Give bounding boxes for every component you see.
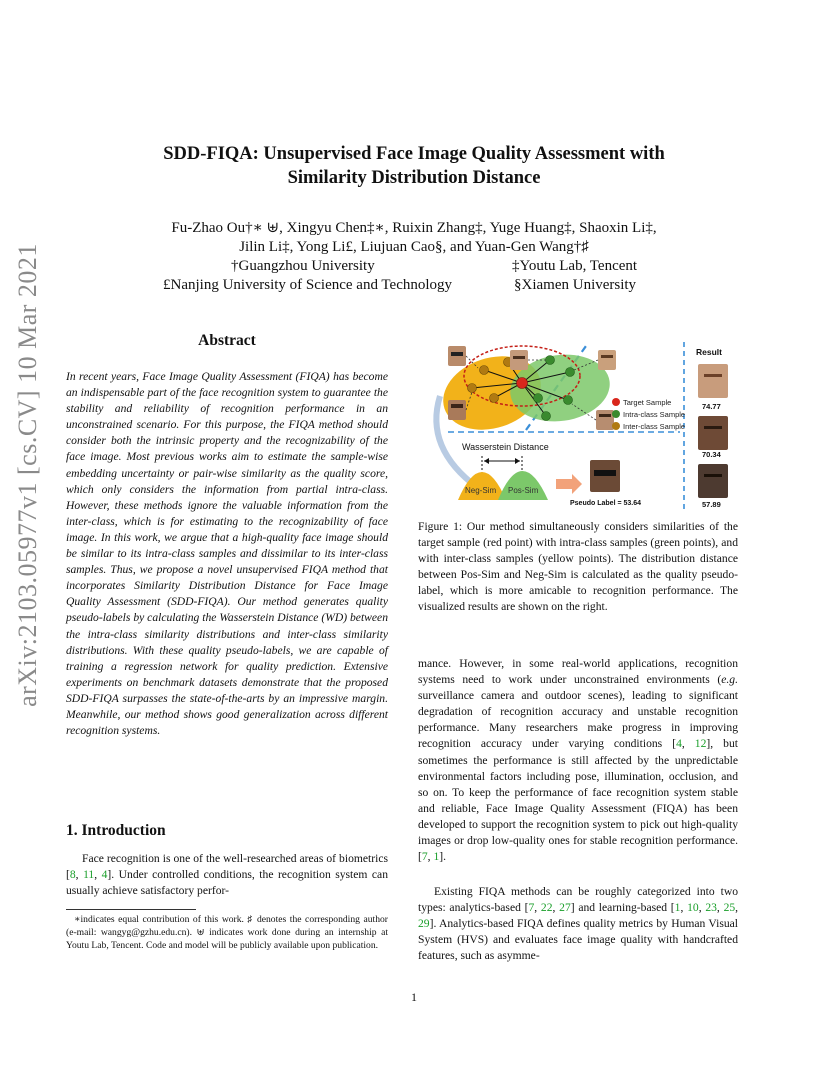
affiliation-youtu: ‡Youtu Lab, Tencent: [512, 258, 638, 274]
legend-target: Target Sample: [623, 398, 672, 407]
affiliation-guangzhou: †Guangzhou University: [231, 258, 375, 274]
result-face-1: [698, 364, 728, 398]
citation-link[interactable]: 11: [83, 868, 95, 882]
result-score-2: 70.34: [702, 450, 721, 459]
legend-target-dot: [612, 398, 620, 406]
title-line-2: Similarity Distribution Distance: [287, 168, 541, 188]
right-column-paragraph-1: mance. However, in some real-world applications, recognition systems need to work under unconstrained environments (e.g. surveillance camera and outdoor scenes), leading to significant degradation of recognition accuracy and unstable recognition performance. Many researchers make progress in improving recognition accuracy under varying conditions [4, 12], but sometimes the performance is still affected by the unpredictable environmental factors including pose, illumination, occlusion, and so on. To keep the performance of face recognition system stable and reliable, Face Image Quality Assessment (FIQA) has been developed to support the recognition system to pick out high-quality images or drop low-quality ones for stable recognition performance. [7, 1].: [418, 657, 738, 864]
footnote: ∗indicates equal contribution of this work. ♯ denotes the corresponding author (e-mail: wangyg@gzhu.edu.cn). ⊎ indicates work done during an internship at Youtu Lab, Tencent. Code and model will be publicly available upon publication.: [66, 914, 388, 951]
citation-link[interactable]: 10: [687, 901, 699, 915]
target-point: [517, 378, 528, 389]
neg-sim-label: Neg-Sim: [465, 486, 497, 495]
citation-link[interactable]: 29: [418, 917, 430, 931]
paper-title: [80, 142, 748, 190]
figure-1-caption: Figure 1: Our method simultaneously considers similarities of the target sample (red point) with intra-class samples (green points), and with inter-class samples (yellow points). The distribution distance between Pos-Sim and Neg-Sim is calculated as the quality pseudo-label, which is more amicable to recognition performance. The visualized results are shown on the right.: [418, 520, 738, 614]
citation-link[interactable]: 12: [694, 737, 707, 751]
affiliation-xiamen: §Xiamen University: [514, 277, 637, 293]
pseudo-label: Pseudo Label = 53.64: [570, 500, 642, 507]
right-column-paragraph-2: Existing FIQA methods can be roughly categorized into two types: analytics-based [7, 22, 27] and learning-based [1, 10, 23, 25, 29]. Analytics-based FIQA defines quality metrics by Human Visual System (HVS) and evaluates face image quality with handcrafted features, such as asymme-: [418, 885, 739, 963]
wd-label: Wasserstein Distance: [462, 442, 549, 452]
introduction-heading: 1. Introduction: [66, 822, 166, 839]
citation-link[interactable]: 25: [723, 901, 736, 915]
introduction-paragraph: Face recognition is one of the well-researched areas of biometrics [8, 11, 4]. Under controlled conditions, the recognition system can usually achieve satisfactory perfor-: [66, 852, 389, 898]
citation-link[interactable]: 8: [69, 868, 76, 882]
legend-inter: Inter-class Sample: [623, 422, 686, 431]
citation-link[interactable]: 22: [540, 901, 553, 915]
title-line-1: SDD-FIQA: Unsupervised Face Image Quality Assessment with: [163, 144, 665, 164]
page-number: 1: [411, 990, 417, 1004]
legend-intra-dot: [612, 410, 620, 418]
citation-link[interactable]: 23: [705, 901, 717, 915]
figure-1: [418, 338, 748, 512]
result-face-3: [698, 464, 728, 498]
pos-sim-label: Pos-Sim: [508, 486, 539, 495]
arxiv-identifier: [8, 245, 48, 705]
arxiv-id-text: arXiv:2103.05977v1 [cs.CV] 10 Mar 2021: [13, 243, 42, 707]
authors-line-1: Fu-Zhao Ou†∗ ⊎, Xingyu Chen‡∗, Ruixin Zhang‡, Yuge Huang‡, Shaoxin Li‡,: [171, 220, 657, 236]
authors-line-2: Jilin Li‡, Yong Li£, Liujuan Cao§, and Yuan-Gen Wang†♯: [239, 239, 589, 255]
citation-link[interactable]: 4: [101, 868, 108, 882]
abstract-body: In recent years, Face Image Quality Assessment (FIQA) has become an indispensable part of the face recognition system to guarantee the stability and reliability of recognition performance in an unconstrained scenario. For this purpose, the FIQA method should consider both the intrinsic property and the recognizability of the face image. Most previous works aim to estimate the sample-wise embedding uncertainty or pair-wise similarity as the quality score, which only considers the information from partial intra-class. However, these methods ignore the valuable information from the inter-class, which is for estimating to the recognizability of face image. In this work, we argue that a high-quality face image should be similar to its intra-class samples and dissimilar to its inter-class samples. Thus, we propose a novel unsupervised FIQA method that incorporates Similarity Distribution Distance for Face Image Quality Assessment (SDD-FIQA). Our method generates quality pseudo-labels by calculating the Wasserstein Distance (WD) between the intra-class similarity distributions and inter-class similarity distributions. With these quality pseudo-labels, we are capable of training a regression network for quality prediction. Extensive experiments on benchmark datasets demonstrate that the proposed SDD-FIQA surpasses the state-of-the-arts by an impressive margin. Meanwhile, our method shows good generalization across different recognition systems.: [66, 370, 388, 738]
result-heading: Result: [696, 347, 722, 357]
result-score-3: 57.89: [702, 500, 721, 509]
abstract-heading: Abstract: [198, 332, 256, 349]
result-score-1: 74.77: [702, 402, 721, 411]
citation-link[interactable]: 1: [674, 901, 681, 915]
legend-intra: Intra-class Sample: [623, 410, 686, 419]
result-face-2: [698, 416, 728, 450]
footnote-rule: [66, 909, 196, 910]
author-block: [90, 219, 738, 257]
citation-link[interactable]: 7: [528, 901, 535, 915]
citation-link[interactable]: 1: [433, 850, 440, 864]
citation-link[interactable]: 4: [676, 737, 682, 751]
citation-link[interactable]: 27: [559, 901, 571, 915]
figure-1-diagram: [418, 338, 748, 512]
citation-link[interactable]: 7: [421, 850, 428, 864]
output-arrow: [556, 474, 582, 494]
legend-inter-dot: [612, 422, 620, 430]
affiliation-nanjing: £Nanjing University of Science and Technology: [163, 277, 453, 293]
